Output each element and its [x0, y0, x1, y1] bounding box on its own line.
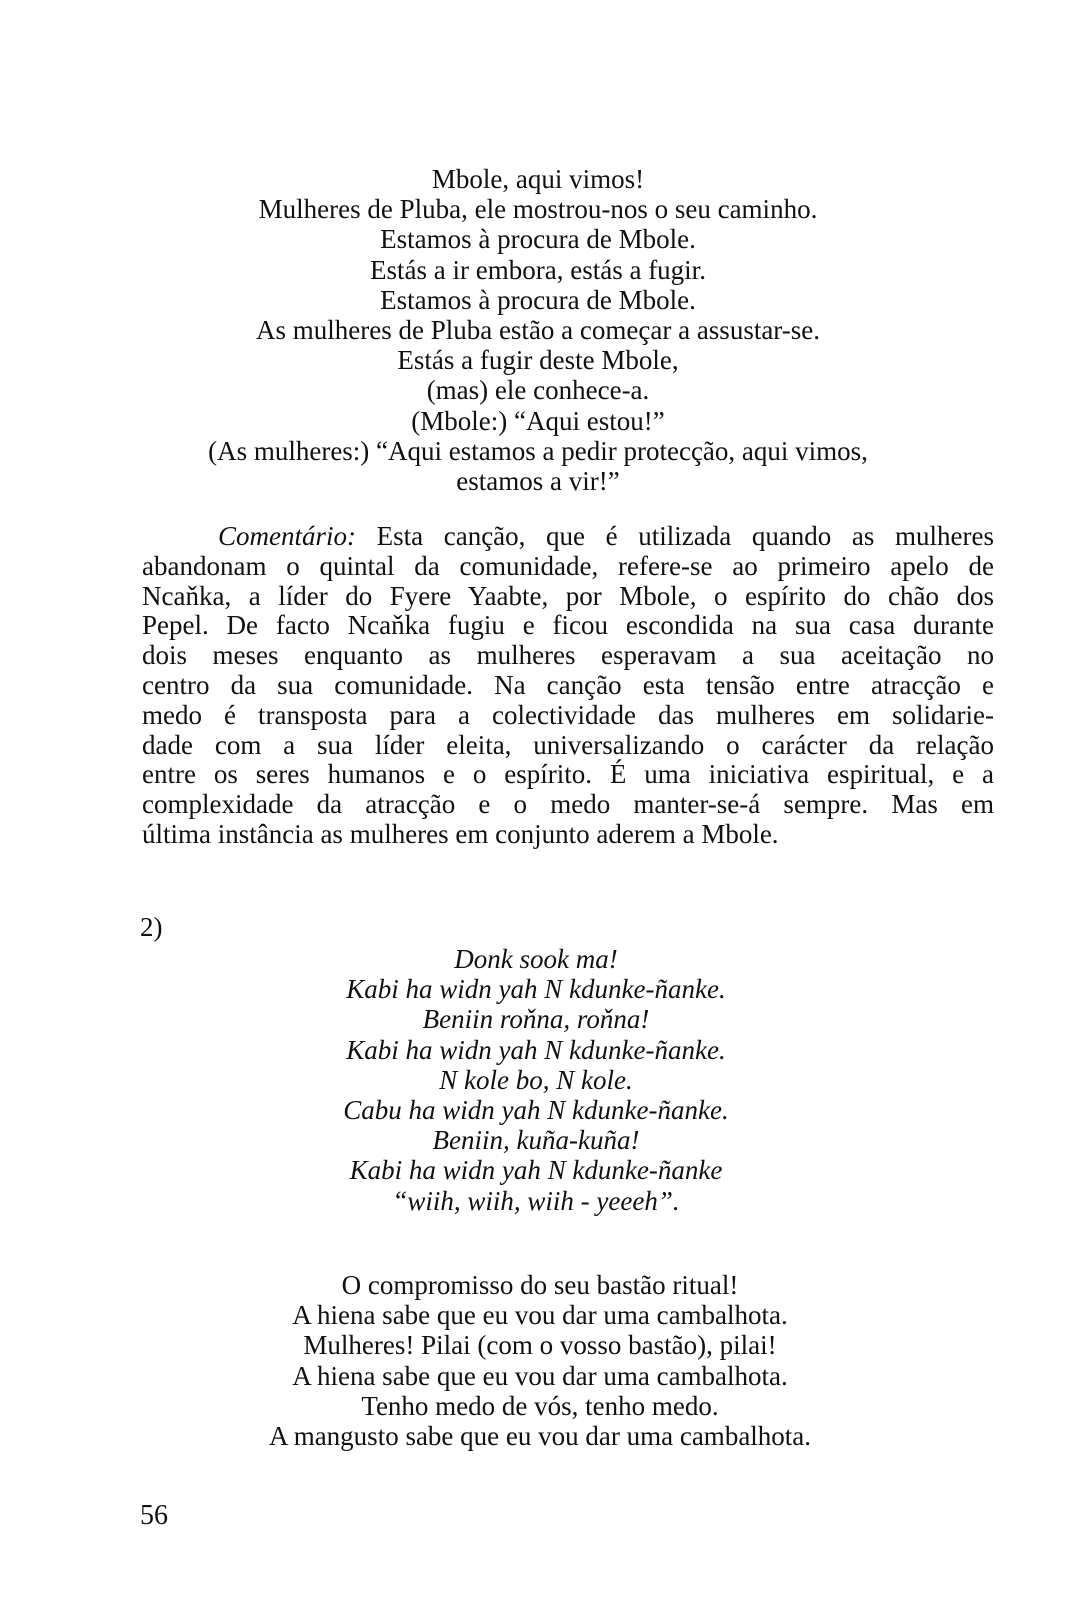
commentary-line: Pepel. De facto Ncaňka fugiu e ficou escondida na sua casa durante — [142, 610, 994, 641]
commentary-paragraph — [142, 522, 994, 850]
verse-line: Mulheres! Pilai (com o vosso bastão), pilai! — [303, 1330, 777, 1361]
verse-line: N kole bo, N kole. — [439, 1064, 633, 1095]
verse-line: Cabu ha widn yah N kdunke-ñanke. — [343, 1095, 729, 1126]
verse-line: A hiena sabe que eu vou dar uma cambalhota. — [292, 1300, 788, 1331]
commentary-line: Ncaňka, a líder do Fyere Yaabte, por Mbole, o espírito do chão dos — [142, 580, 994, 611]
commentary-line: dois meses enquanto as mulheres esperavam a sua aceitação no — [142, 640, 994, 671]
verse-line: Estás a fugir deste Mbole, — [397, 345, 679, 376]
commentary-line: Comentário: Esta canção, que é utilizada quando as mulheres — [218, 521, 994, 551]
verse-line: Donk sook ma! — [454, 944, 618, 974]
commentary-line: centro da sua comunidade. Na canção esta tensão entre atracção e — [142, 669, 994, 700]
song-1-verse — [0, 164, 1082, 496]
commentary-line: abandonam o quintal da comunidade, refere-se ao primeiro apelo de — [142, 550, 994, 581]
commentary-line: dade com a sua líder eleita, universalizando o carácter da relação — [142, 729, 994, 760]
commentary-line: última instância as mulheres em conjunto aderem a Mbole. — [142, 818, 779, 849]
commentary-line: medo é transposta para a colectividade das mulheres em solidarie- — [142, 699, 994, 730]
verse-line: Mbole, aqui vimos! — [431, 164, 645, 194]
verse-line: Mulheres de Pluba, ele mostrou-nos o seu caminho. — [258, 194, 818, 225]
commentary-line: entre os seres humanos e o espírito. É uma iniciativa espiritual, e a — [142, 759, 994, 790]
verse-line: (Mbole:) “Aqui estou!” — [411, 405, 665, 436]
verse-line: estamos a vir!” — [456, 466, 620, 497]
verse-line: A mangusto sabe que eu vou dar uma cambalhota. — [268, 1421, 812, 1452]
verse-line: Kabi ha widn yah N kdunke-ñanke — [349, 1155, 723, 1186]
verse-line: O compromisso do seu bastão ritual! — [341, 1270, 739, 1300]
verse-line: Beniin, kuña-kuña! — [432, 1125, 640, 1156]
commentary-line: complexidade da atracção e o medo manter-se-á sempre. Mas em — [142, 789, 994, 820]
verse-line: (As mulheres:) “Aqui estamos a pedir protecção, aqui vimos, — [208, 435, 868, 466]
section-number: 2) — [140, 912, 163, 942]
verse-line: Beniin roňna, roňna! — [422, 1004, 650, 1035]
verse-line: Estamos à procura de Mbole. — [380, 224, 696, 255]
verse-line: A hiena sabe que eu vou dar uma cambalhota. — [292, 1360, 788, 1391]
verse-line: Tenho medo de vós, tenho medo. — [361, 1390, 719, 1421]
verse-line: Kabi ha widn yah N kdunke-ñanke. — [346, 974, 726, 1005]
verse-line: “wiih, wiih, wiih - yeeeh”. — [392, 1185, 680, 1216]
song-2-translation-verse — [0, 1270, 1084, 1451]
verse-line: As mulheres de Pluba estão a começar a assustar-se. — [255, 315, 820, 346]
verse-line: (mas) ele conhece-a. — [426, 375, 650, 406]
commentary-label: Comentário: — [218, 521, 356, 551]
verse-line: Estás a ir embora, estás a fugir. — [370, 254, 706, 285]
page-number: 56 — [140, 1500, 168, 1531]
song-2-original-verse — [0, 944, 1080, 1216]
verse-line: Estamos à procura de Mbole. — [380, 284, 696, 315]
verse-line: Kabi ha widn yah N kdunke-ñanke. — [346, 1034, 726, 1065]
